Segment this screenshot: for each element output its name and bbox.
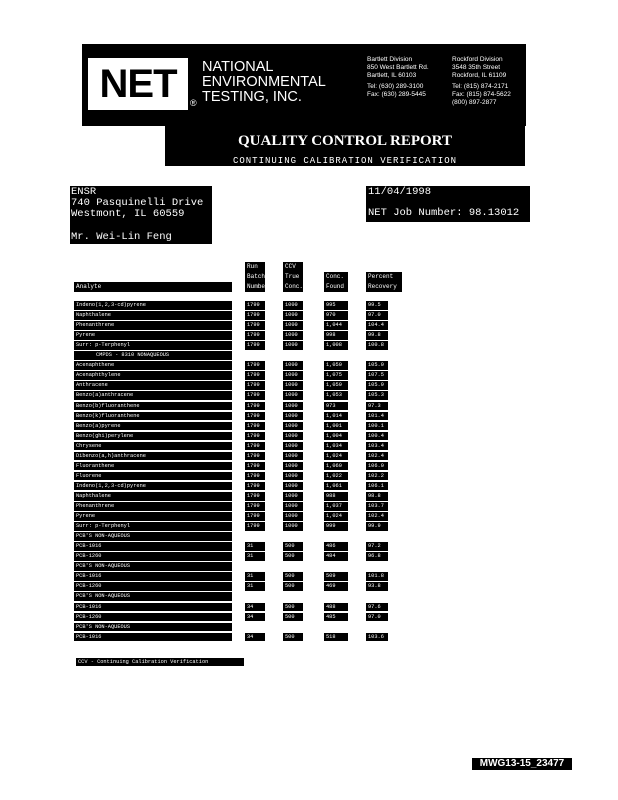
- percent-recovery-cell: 97.0: [366, 613, 388, 622]
- table-row: [0, 542, 618, 552]
- column-header-analyte: [74, 282, 232, 292]
- batch-cell: 1799: [245, 452, 265, 461]
- percent-recovery-cell: 99.9: [366, 522, 388, 531]
- address-line: Bartlett, IL 60103: [367, 72, 417, 79]
- analyte-cell: PCB'S NON-AQUEOUS: [74, 623, 232, 632]
- analyte-cell: Acenaphthene: [74, 361, 232, 370]
- analyte-cell: Indeno(1,2,3-cd)pyrene: [74, 482, 232, 491]
- batch-cell: 1799: [245, 311, 265, 320]
- analyte-cell: PCB-1260: [74, 582, 232, 591]
- true-conc-cell: 1000: [283, 502, 303, 511]
- analyte-cell: PCB'S NON-AQUEOUS: [74, 532, 232, 541]
- true-conc-cell: 1000: [283, 492, 303, 501]
- analyte-cell: Pyrene: [74, 512, 232, 521]
- table-row: [0, 341, 618, 351]
- analyte-cell: PCB-1260: [74, 552, 232, 561]
- client-address: [70, 186, 212, 244]
- batch-cell: 1799: [245, 391, 265, 400]
- job-number: NET Job Number: 98.13012: [368, 207, 520, 219]
- table-row: [0, 391, 618, 401]
- analyte-cell: Fluoranthene: [74, 462, 232, 471]
- batch-cell: 34: [245, 613, 265, 622]
- batch-cell: 1799: [245, 512, 265, 521]
- address-line: Bartlett Division: [367, 56, 413, 63]
- percent-recovery-cell: 100.4: [366, 432, 388, 441]
- percent-recovery-cell: 107.5: [366, 371, 388, 380]
- client-attention: Mr. Wei-Lin Feng: [71, 231, 172, 243]
- found-conc-cell: 1,050: [324, 361, 348, 370]
- table-row: [0, 592, 618, 602]
- true-conc-cell: 1000: [283, 371, 303, 380]
- table-row: [0, 623, 618, 633]
- found-conc-cell: 1,037: [324, 502, 348, 511]
- analyte-cell: Dibenzo(a,h)anthracene: [74, 452, 232, 461]
- true-conc-cell: 1000: [283, 422, 303, 431]
- batch-cell: 31: [245, 552, 265, 561]
- found-conc-cell: 1,044: [324, 321, 348, 330]
- found-conc-cell: 484: [324, 552, 348, 561]
- percent-recovery-cell: 98.8: [366, 492, 388, 501]
- job-info: [366, 186, 530, 222]
- column-header-batch: [245, 262, 269, 292]
- client-street: 740 Pasquinelli Drive: [71, 197, 204, 209]
- found-conc-cell: 995: [324, 301, 348, 310]
- table-row: [0, 321, 618, 331]
- analyte-cell: Naphthalene: [74, 492, 232, 501]
- header-line: Analyte: [76, 283, 102, 290]
- percent-recovery-cell: 100.8: [366, 341, 388, 350]
- percent-recovery-cell: 102.4: [366, 512, 388, 521]
- table-row: [0, 381, 618, 391]
- rockford-division-address: [452, 56, 511, 107]
- true-conc-cell: 1000: [283, 442, 303, 451]
- true-conc-cell: 1000: [283, 321, 303, 330]
- table-row: [0, 311, 618, 321]
- report-title: QUALITY CONTROL REPORT: [238, 133, 452, 149]
- analyte-cell: Indeno(1,2,3-cd)pyrene: [74, 301, 232, 310]
- header-line: Number: [247, 283, 269, 290]
- analyte-cell: Acenaphthylene: [74, 371, 232, 380]
- found-conc-cell: 1,061: [324, 482, 348, 491]
- percent-recovery-cell: 102.2: [366, 472, 388, 481]
- percent-recovery-cell: 102.4: [366, 452, 388, 461]
- analyte-cell: PCB-1016: [74, 603, 232, 612]
- percent-recovery-cell: 105.9: [366, 381, 388, 390]
- table-row: [0, 613, 618, 623]
- analyte-cell: PCB-1016: [74, 633, 232, 642]
- table-row: [0, 552, 618, 562]
- address-line: Rockford, IL 61109: [452, 72, 507, 79]
- found-conc-cell: 1,024: [324, 452, 348, 461]
- batch-cell: 31: [245, 542, 265, 551]
- batch-cell: 1799: [245, 402, 265, 411]
- analyte-cell: Surr: p-Terphenyl: [74, 522, 232, 531]
- analyte-cell: CMPDS - 8310 NONAQUEOUS: [74, 351, 232, 360]
- found-conc-cell: 999: [324, 522, 348, 531]
- percent-recovery-cell: 105.0: [366, 361, 388, 370]
- table-row: [0, 582, 618, 592]
- percent-recovery-cell: 103.6: [366, 633, 388, 642]
- table-row: [0, 371, 618, 381]
- percent-recovery-cell: 97.2: [366, 542, 388, 551]
- percent-recovery-cell: 93.8: [366, 582, 388, 591]
- table-row: [0, 462, 618, 472]
- batch-cell: 1799: [245, 422, 265, 431]
- found-conc-cell: 1,001: [324, 422, 348, 431]
- true-conc-cell: 500: [283, 582, 303, 591]
- analyte-cell: PCB'S NON-AQUEOUS: [74, 562, 232, 571]
- header-line: CCV: [285, 263, 296, 270]
- table-row: [0, 422, 618, 432]
- table-row: [0, 402, 618, 412]
- table-row: [0, 301, 618, 311]
- true-conc-cell: 1000: [283, 432, 303, 441]
- found-conc-cell: 1,022: [324, 472, 348, 481]
- analyte-cell: Benzo(k)fluoranthene: [74, 412, 232, 421]
- client-city: Westmont, IL 60559: [71, 208, 185, 220]
- address-line: Fax: (815) 874-5622: [452, 91, 511, 98]
- true-conc-cell: 500: [283, 572, 303, 581]
- analyte-cell: PCB-1260: [74, 613, 232, 622]
- true-conc-cell: 500: [283, 552, 303, 561]
- analyte-cell: PCB-1016: [74, 542, 232, 551]
- true-conc-cell: 1000: [283, 412, 303, 421]
- percent-recovery-cell: 106.1: [366, 482, 388, 491]
- found-conc-cell: 1,008: [324, 341, 348, 350]
- batch-cell: 1799: [245, 502, 265, 511]
- percent-recovery-cell: 103.7: [366, 502, 388, 511]
- report-date: 11/04/1998: [368, 186, 432, 198]
- batch-cell: 1799: [245, 522, 265, 531]
- true-conc-cell: 1000: [283, 361, 303, 370]
- found-conc-cell: 1,053: [324, 391, 348, 400]
- analyte-cell: Chrysene: [74, 442, 232, 451]
- address-line: 850 West Bartlett Rd.: [367, 64, 429, 71]
- analyte-cell: Pyrene: [74, 331, 232, 340]
- analyte-cell: Benzo(ghi)perylene: [74, 432, 232, 441]
- percent-recovery-cell: 100.1: [366, 422, 388, 431]
- percent-recovery-cell: 101.4: [366, 412, 388, 421]
- found-conc-cell: 1,075: [324, 371, 348, 380]
- found-conc-cell: 469: [324, 582, 348, 591]
- found-conc-cell: 486: [324, 542, 348, 551]
- found-conc-cell: 988: [324, 492, 348, 501]
- true-conc-cell: 1000: [283, 311, 303, 320]
- table-row: [0, 532, 618, 542]
- true-conc-cell: 1000: [283, 472, 303, 481]
- true-conc-cell: 1000: [283, 462, 303, 471]
- address-line: (800) 897-2877: [452, 99, 497, 106]
- company-line: ENVIRONMENTAL: [202, 74, 326, 90]
- found-conc-cell: 1,004: [324, 432, 348, 441]
- batch-cell: 31: [245, 572, 265, 581]
- percent-recovery-cell: 99.5: [366, 301, 388, 310]
- found-conc-cell: 1,024: [324, 512, 348, 521]
- letterhead: [82, 44, 526, 126]
- company-line: NATIONAL: [202, 59, 274, 75]
- true-conc-cell: 1000: [283, 522, 303, 531]
- found-conc-cell: 1,059: [324, 381, 348, 390]
- found-conc-cell: 973: [324, 402, 348, 411]
- batch-cell: 31: [245, 582, 265, 591]
- header-line: Conc.: [326, 273, 345, 280]
- table-row: [0, 603, 618, 613]
- found-conc-cell: 1,014: [324, 412, 348, 421]
- column-header-recovery: [366, 272, 402, 292]
- batch-cell: 1799: [245, 412, 265, 421]
- true-conc-cell: 1000: [283, 331, 303, 340]
- true-conc-cell: 1000: [283, 402, 303, 411]
- address-line: Rockford Division: [452, 56, 503, 63]
- batch-cell: 1799: [245, 341, 265, 350]
- percent-recovery-cell: 105.3: [366, 391, 388, 400]
- batch-cell: 1799: [245, 371, 265, 380]
- analyte-cell: Surr: p-Terphenyl: [74, 341, 232, 350]
- found-conc-cell: 1,034: [324, 442, 348, 451]
- batch-cell: 1799: [245, 381, 265, 390]
- table-row: [0, 502, 618, 512]
- header-line: Run: [247, 263, 258, 270]
- batch-cell: 1799: [245, 492, 265, 501]
- true-conc-cell: 1000: [283, 341, 303, 350]
- batch-cell: 1799: [245, 472, 265, 481]
- table-row: [0, 522, 618, 532]
- registered-mark: ®: [190, 98, 197, 108]
- found-conc-cell: 509: [324, 572, 348, 581]
- batch-cell: 1799: [245, 482, 265, 491]
- company-line: TESTING, INC.: [202, 89, 302, 105]
- analyte-cell: Naphthalene: [74, 311, 232, 320]
- company-name: [202, 60, 326, 105]
- true-conc-cell: 1000: [283, 512, 303, 521]
- found-conc-cell: 970: [324, 311, 348, 320]
- analyte-cell: Benzo(a)pyrene: [74, 422, 232, 431]
- percent-recovery-cell: 101.8: [366, 572, 388, 581]
- table-row: [0, 361, 618, 371]
- percent-recovery-cell: 104.4: [366, 321, 388, 330]
- client-company: ENSR: [71, 186, 97, 198]
- address-line: 3548 35th Street: [452, 64, 501, 71]
- column-header-found: [324, 272, 348, 292]
- column-header-true-conc: [283, 262, 303, 292]
- table-row: [0, 412, 618, 422]
- header-line: Found: [326, 283, 345, 290]
- true-conc-cell: 1000: [283, 482, 303, 491]
- bartlett-division-address: [367, 56, 429, 99]
- batch-cell: 1799: [245, 361, 265, 370]
- analyte-cell: Anthracene: [74, 381, 232, 390]
- address-line: Fax: (630) 289-5445: [367, 91, 426, 98]
- analyte-cell: PCB'S NON-AQUEOUS: [74, 592, 232, 601]
- table-row: [0, 432, 618, 442]
- percent-recovery-cell: 99.8: [366, 331, 388, 340]
- analyte-cell: Benzo(a)anthracene: [74, 391, 232, 400]
- net-logo: NET: [88, 58, 188, 110]
- table-row: [0, 492, 618, 502]
- table-row: [0, 442, 618, 452]
- true-conc-cell: 1000: [283, 452, 303, 461]
- percent-recovery-cell: 103.4: [366, 442, 388, 451]
- true-conc-cell: 1000: [283, 301, 303, 310]
- batch-cell: 1799: [245, 462, 265, 471]
- batch-cell: 1799: [245, 301, 265, 310]
- header-line: Conc.: [285, 283, 304, 290]
- header-line: True: [285, 273, 300, 280]
- document-id: MWG13-15_23477: [472, 758, 572, 770]
- true-conc-cell: 1000: [283, 381, 303, 390]
- batch-cell: 1799: [245, 321, 265, 330]
- percent-recovery-cell: 106.0: [366, 462, 388, 471]
- found-conc-cell: 998: [324, 331, 348, 340]
- analyte-cell: Benzo(b)fluoranthene: [74, 402, 232, 411]
- table-row: [0, 633, 618, 643]
- batch-cell: 1799: [245, 331, 265, 340]
- analyte-cell: PCB-1016: [74, 572, 232, 581]
- header-line: Recovery: [368, 283, 397, 290]
- found-conc-cell: 518: [324, 633, 348, 642]
- table-row: [0, 331, 618, 341]
- true-conc-cell: 500: [283, 603, 303, 612]
- found-conc-cell: 485: [324, 613, 348, 622]
- true-conc-cell: 500: [283, 542, 303, 551]
- true-conc-cell: 500: [283, 613, 303, 622]
- analyte-cell: Fluorene: [74, 472, 232, 481]
- found-conc-cell: 488: [324, 603, 348, 612]
- table-row: [0, 472, 618, 482]
- footnote: CCV - Continuing Calibration Verification: [76, 658, 244, 666]
- table-row: [0, 482, 618, 492]
- address-line: Tel: (815) 874-2171: [452, 83, 509, 90]
- header-line: Percent: [368, 273, 394, 280]
- report-subtitle: CONTINUING CALIBRATION VERIFICATION: [232, 156, 458, 166]
- address-line: Tel: (630) 289-3100: [367, 83, 424, 90]
- analyte-cell: Phenanthrene: [74, 321, 232, 330]
- table-row: [0, 452, 618, 462]
- percent-recovery-cell: 97.6: [366, 603, 388, 612]
- batch-cell: 34: [245, 633, 265, 642]
- analyte-cell: Phenanthrene: [74, 502, 232, 511]
- header-line: Batch: [247, 273, 266, 280]
- true-conc-cell: 1000: [283, 391, 303, 400]
- batch-cell: 1799: [245, 432, 265, 441]
- percent-recovery-cell: 97.0: [366, 311, 388, 320]
- percent-recovery-cell: 96.8: [366, 552, 388, 561]
- report-title-block: [165, 126, 525, 166]
- percent-recovery-cell: 97.3: [366, 402, 388, 411]
- batch-cell: 34: [245, 603, 265, 612]
- true-conc-cell: 500: [283, 633, 303, 642]
- table-row: [0, 572, 618, 582]
- batch-cell: 1799: [245, 442, 265, 451]
- table-row: [0, 562, 618, 572]
- table-row: [0, 512, 618, 522]
- table-row: [0, 351, 618, 361]
- found-conc-cell: 1,060: [324, 462, 348, 471]
